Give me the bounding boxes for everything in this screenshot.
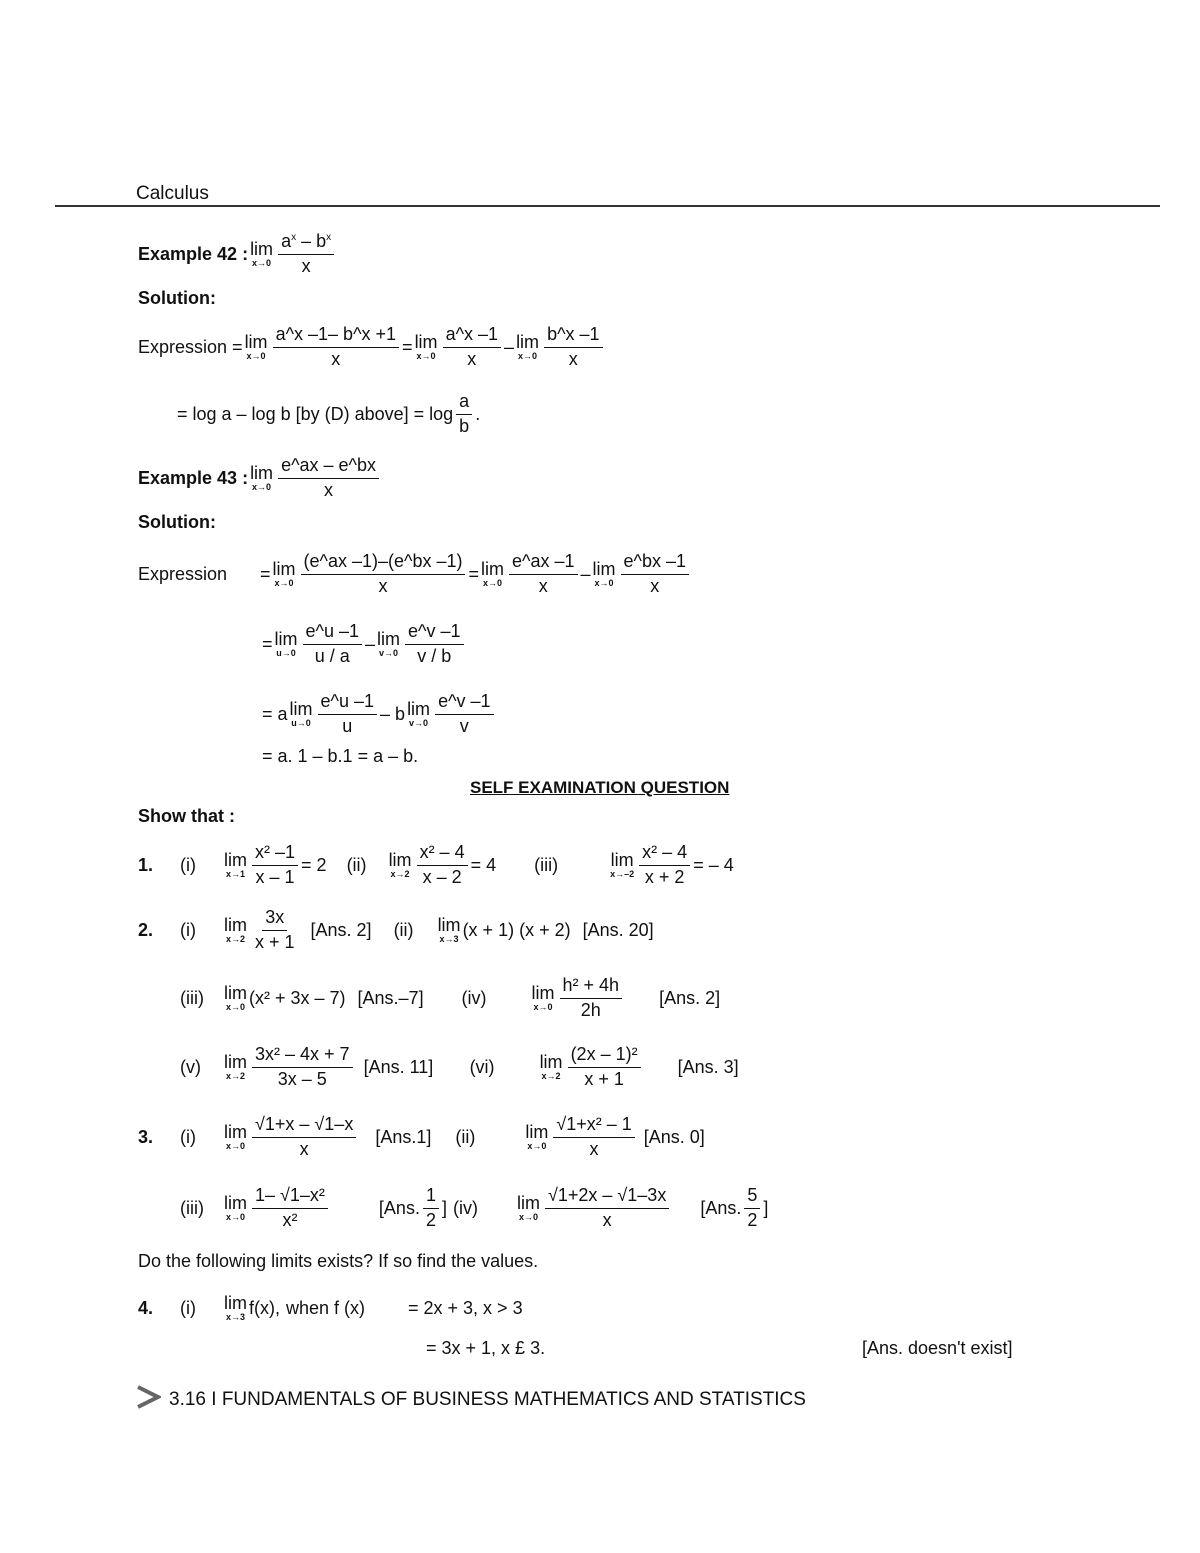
question-3: 3. (i) lim x→0 $\frac{√1+x - √1-x}{x}$ [Ans.1] (ii) lim x→0 $\frac{\text{√1+x² – 1}}{x}$ [Ans. 0] bbox=[138, 1114, 705, 1159]
question-3-row-2: (iii) lim x→0 $\frac{\text{1– √1–x²}}{\text{x²}}$ [Ans. $\frac{1}{2}$ ] (iv) lim x→0 $\frac{√1+2x - √1-3x}{x}$ [Ans. $\frac{5}{2}$ ] bbox=[180, 1185, 769, 1230]
ex42-step2: = log a – log b [by (D) above] = log $\frac{a}{b}$ . bbox=[177, 391, 481, 436]
example-42-label: Example 42 : bbox=[138, 243, 249, 264]
example-42 bbox=[138, 232, 337, 277]
ex42-step1: Expression = lim x→0 $\frac{a\^{}x -1- b\^{}x +1}{x}$ = lim x→0 $\frac{a\^{}x -1}{x}$ – lim x→0 $\frac{b\^{}x -1}{x}$ bbox=[138, 325, 606, 370]
instruction-text: Do the following limits exists? If so find the values. bbox=[138, 1251, 539, 1271]
ex43-step4: = a. 1 – b.1 = a – b. bbox=[262, 746, 419, 766]
question-2-row-2: (iii) lim x→0 (x² + 3x – 7) [Ans.–7] (iv) lim x→0 $\frac{\text{h² + 4h}}{2h}$ [Ans. 2] bbox=[180, 975, 721, 1020]
header-rule bbox=[55, 205, 1160, 207]
example-43: Example 43 : lim x→0 $\frac{e\^{}ax - e\^{}bx}{x}$ bbox=[138, 456, 382, 501]
show-that-label: Show that : bbox=[138, 806, 235, 826]
section-title: SELF EXAMINATION QUESTION bbox=[470, 778, 730, 797]
ex43-step3: = a lim u→0 $\frac{e\^{}u -1}{u}$ – b lim v→0 $\frac{e\^{}v -1}{v}$ bbox=[262, 692, 497, 737]
ex43-step2: = lim u→0 $\frac{e\^{}u -1}{u / a}$ – lim v→0 $\frac{e\^{}v -1}{v / b}$ bbox=[262, 622, 467, 667]
question-4-case-2: = 3x + 1, x £ 3. bbox=[426, 1338, 546, 1358]
solution-label: Solution: bbox=[138, 288, 216, 308]
question-4-answer: [Ans. doesn't exist] bbox=[862, 1338, 1013, 1358]
question-1: 1. (i) lim x→1 $\frac{\text{x² –1}}{x - 1}$ = 2 (ii) lim x→2 $\frac{\text{x² – 4}}{x - 2}$ = 4 (iii) lim x→–2 $\frac{\text{x² – 4}}{x + 2}$ = – 4 bbox=[138, 842, 734, 887]
fraction: $\frac{a^x - b^x}{x}$ bbox=[278, 232, 334, 277]
running-header: Calculus bbox=[136, 183, 209, 204]
chevron-right-icon bbox=[135, 1384, 161, 1416]
page-footer bbox=[135, 1384, 806, 1416]
ex43-step1: Expression = lim x→0 $\frac{(e\^{}ax -1)-(e\^{}bx -1)}{x}$ = lim x→0 $\frac{e\^{}ax -1}{x}$ – lim x→0 $\frac{e\^{}bx -1}{x}$ bbox=[138, 552, 692, 597]
question-2: 2. (i) lim x→2 $\frac{3x}{x + 1}$ [Ans. 2] (ii) lim x→3 (x + 1) (x + 2) [Ans. 20] bbox=[138, 907, 654, 952]
solution-label: Solution: bbox=[138, 512, 216, 532]
question-2-row-3: (v) lim x→2 $\frac{\text{3x² – 4x + 7}}{3x - 5}$ [Ans. 11] (vi) lim x→2 $\frac{\text{(2x – 1)²}}{x + 1}$ [Ans. 3] bbox=[180, 1044, 739, 1089]
limit: lim x→0 bbox=[250, 239, 274, 269]
footer-text: 3.16 I FUNDAMENTALS OF BUSINESS MATHEMATICS AND STATISTICS bbox=[169, 1389, 806, 1410]
question-4: 4. (i) lim x→3 f(x), when f (x) = 2x + 3, x > 3 bbox=[138, 1293, 523, 1322]
